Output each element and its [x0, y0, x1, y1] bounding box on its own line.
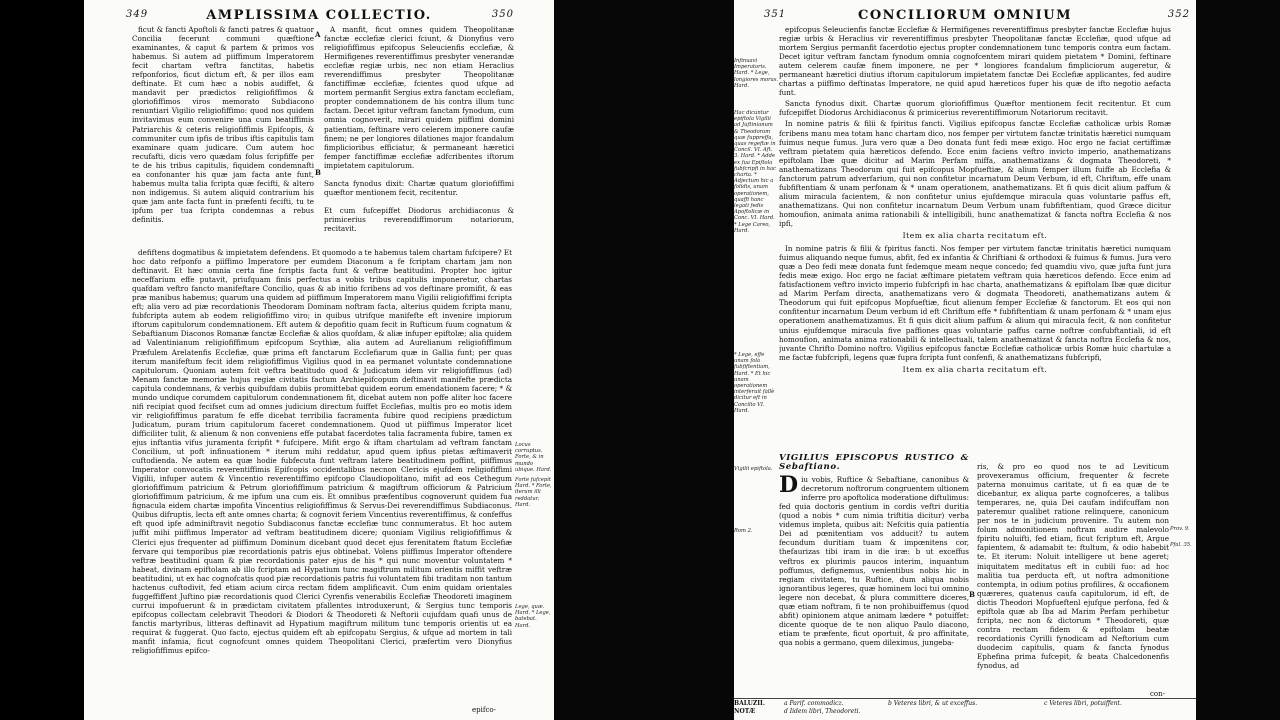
left-column-full [132, 248, 512, 712]
left-column-b [324, 25, 514, 246]
left-column-a-text: ficut & fancti Apoftoli & fancti patres & quatuor Concilia fecerunt communi quæftione examinantes, & caput & partem & primos vos habemus. Si autem ad piiffimum Imperatorem fecit chartam veftra fanctitas, habetis refponforios, ficut dictum eft, & per illos eam deftinate. Et cum hæc a nobis audiffet, & mandavit per prædictos religiofiffimos & gloriofiffimos viros memorato Subdiacono renuntiari Vigilio religiofiffimo: quod nos quidem invitavimus eum convenire una cum beatiffimis Patriarchis & ceteris religiofiffimis Epifcopis, & communiter cum ipfis de tribus iftis capitulis tam examinare quam judicare. Cum autem hoc recufafti, dicis vero quædam folus fcripfiffe per te de his tribus capitulis, fiquidem condemnafti ea confonanter his quæ jam facta ante funt, habemus multa talia fcripta quæ fecifti, & altero non indigemus. Si autem aliquid contrarium his quæ jam ante facta funt in præfenti fecifti, tu te ipfum per tua fcripta condemnas a rebus definitis. [132, 25, 314, 224]
gutter [554, 0, 734, 720]
right-margin-note-6: Prov. 9. [1170, 526, 1190, 532]
left-page-header [84, 8, 554, 24]
right-page-number-2: 352 [1167, 9, 1190, 20]
left-column-b-text: A manfit, ficut omnes quidem Theopolitanæ fanctæ ecclefiæ clerici fciunt, & Dionyfius vero religiofiffimus epifcopus Seleucienfis ecclefiæ, & Hermifigenes reverentiffimus presbyter venerandæ ecclefiæ regiæ urbis, nec non etiam Heraclius reverendiffimus presbyter Theopolitanæ fanctiffimæ ecclefiæ, fcientes quod ufque ad mortem permanfit Sergius extra fanctam ecclefiam, propter condemnationem de his contra illum tunc factam. Decet igitur veftram fanctam fynodum, cum omnia cognoverit, mirari quidem piiffimi domini patientiam, feftinare vero celerem imponere caufæ finem; ne per longiores dilationes major fcandalum fimplicioribus efficiatur, & permaneant hæretici femper fanctiffimæ ecclefiæ adfcribentes iftorum impietatem capitulorum. Sancta fynodus dixit: Chartæ quatum gloriofiffimi quæftor mentionem fecit, recitentur. Et cum fufcepiffet Diodorus archidiaconus & primicerius reverendiffimorum notariorum, recitavit. [324, 25, 514, 234]
right-column-a-text: iu vobis, Ruftice & Sebaftiane, canonibus & decretorum noftrorum congruentem ultionem inferre pro apoftolica moderatione diftulimus: fed quia doctoris gentium in cordis veftri duritia (quod a nobis * cum nimia triftitia dicitur) verba videmus impleta, quibus ait: Nefcitis quia patientia Dei ad pœnitentiam vos adducit? tu autem fecundum duritiam tuam & impœnitens cor, thefaurizas tibi iram in die iræ: b ut exceffus veftros ex plurimis paucos interim, inquantum poffumus, defignemus, venientibus nobis hic in regiam civitatem, tu Ruftice, dum aliqua nobis ignorantibus legeres, quæ hominem loci tui omnino legere non decebat, & plura committere diceres, quæ etiam noftram, fi te non prohibuiffemus (quod abfit) opinionem atque animam lædere * potuiffet: dicente quoque de te non aliquo Paulo diacono, etiam te præfente, ficut oportuit, & pro affinitate, qua nobis a germano, quem dileximus, jungeba- [779, 475, 969, 647]
left-page-number-1: 349 [126, 9, 149, 20]
right-para-3: In nomine patris & filii & fpiritus fancti. Vigilius epifcopus fanctæ Ecclefiæ catholicæ urbis Romæ fcribens manu mea totam hanc chartam dico, nos femper per virtutem fanctæ trinitatis hæretici numquam fuimus neque fumus. Jura vero quæ a Deo donata funt fedi meæ exigo. Hoc ergo ne faciat certiffimæ veftram pietatem quia hæreticos defendo. Ecce enim faciens veftro invicto imperio, anathematizans epiftolam Ibæ quæ dicitur ad Marim Perfam miffa, anathematizans & dogmata Theodoreti, * anathematizans Theodorum qui fuit epifcopus Mopfueftiæ, & alium femper illum fuiffe ab Ecclefia & fanctorum patrum adverfarium, qui non confitetur incarnatum Deum Verbum, id eft, Chriftum, effe unam fubfiftentiam & unam perfonam & * unam operationem, anathematizans. Et fi quis dicit alium paffum & alium miracula facientem, & non confitetur unius ejufdemque miracula quas voluntarie paffus eft, anathematizans. Qui non confitetur incarnatum Deum Verbum unam fubfiftentiam, quod Græce dicitur homoufion, animata anima rationabili & intelligibili, hunc anathematizat & fancta noftra Ecclefia & nos ipfi, [779, 119, 1171, 228]
right-catchword: con- [1150, 690, 1166, 698]
left-margin-note-1: Locus corruptus. Forte, & in mundo ubique. Hard. [515, 442, 552, 473]
left-line-letter-b: B [315, 168, 321, 177]
right-margin-note-4: Vigilii epiftola. [734, 466, 773, 472]
right-para-2: Sancta fynodus dixit. Chartæ quorum gloriofiffimus Quæftor mentionem fecit recitentur. Et cum fufcepiffet Diodorus Archidiaconus & primicerius reverentiffimorum Notariorum recitavit. [779, 99, 1171, 118]
right-line-letter-b: B [969, 590, 975, 599]
right-margin-note-2: Hac dicuntur epiftola Vigilii ad Juftinianum & Theodoram quæ fuppreffa, quas regeftæ in Concil. VI. Aft. 3. Hard. * Adde ex fua Epiftola fubfcripfi in hac charta. * Adjectum hic a folidis, unam operationem, quaffi hanc legati fedis Apoftolicæ in Conc. VI. Hard. * Lege Careo, Hard. [734, 110, 776, 234]
right-edge [1196, 0, 1280, 720]
footnote-d: d Iidem libri, Theodoreti. [784, 708, 861, 715]
right-column-upper [779, 25, 1171, 449]
right-para-1: epifcopus Seleucienfis fanctæ Ecclefiæ & Hermifigenes reverentiffimus presbyter fanctæ Ecclefiæ hujus regiæ urbis & Heraclius vir reverentiffimus presbyter Theopolitanæ fanctæ Ecclefiæ, quod ufque ad mortem Sergius permanfit facerdotio ejectus propter condemnationem tunc temporis contra eum factam. Decet igitur veftram fanctam fynodum omnia cognofcentem mirari quidem pietatem * Domini, feftinare autem celerem caufæ finem imponere, ne per * longiores fcandalum fimpliciorum augeretur, & permaneant hæretici diutius iftorum capitulorum impietatem fanctæ Dei Ecclefiæ applicantes, fed audire chartas a piiffimo deftinatas Imperatore, ne quid apud hæreticos fuper his quæ de ifto negotio aefacta funt. [779, 25, 1171, 98]
left-page-number-2: 350 [491, 9, 514, 20]
footnote-area [734, 698, 1196, 720]
right-page-number-1: 351 [764, 9, 787, 20]
right-page-title: CONCILIORUM OMNIUM [858, 8, 1072, 23]
right-margin-note-5: Rom 2. [734, 528, 753, 534]
right-margin-note-3: * Lege, effe unam folà fubfiftentiam, Hard. * Et hic unam operationem interferuit fallè dicitur eft in Concilio VI. Hard. [734, 352, 775, 414]
left-line-letter-a: A [315, 30, 321, 39]
right-column-a [779, 452, 969, 684]
right-margin-note-7: Pfal. 35. [1170, 542, 1192, 548]
right-margin-note-1: Infinuavi Imperatoris. Hard. * Lege, longiores moras. Hard. [734, 58, 778, 89]
footnote-b: b Veteres libri, & ut exceffus. [888, 700, 978, 707]
right-column-b [977, 462, 1169, 684]
right-letter-heading: VIGILIUS EPISCOPUS RUSTICO & Sebaftiano. [779, 453, 969, 473]
left-column-full-text: defiftens dogmatibus & impietatem defendens. Et quomodo a te habemus talem chartam fufcipere? Et hoc dato refponfo a piiffimo Imperatore per eumdem Diaconum a fe fcriptam chartam jam non deftinavit. Et hæc omnia certa fine fcriptis facta funt & veftræ beatitudini. Propter hoc igitur neceffarium effe putavit, priufquam finis perfectus a vobis tribus capitulis imponeretur, chartas quafdam veftro fancto manifeftare Concilio, quas & ab initio fcribens ad vos deftinare promifit, & eas præ manibus habemus; quarum una quidem ad piiffimum Imperatorem manu Vigilii religiofiffimi fcripta eft; alia vero ad piæ recordationis Theodoram Dominam noftram facta, alterius quidem fcripta manu, fubfcripta autem ab eodem religiofiffimo viro; in quibus utrifque manifefte eft invenire impiorum iftorum capitulorum condemnationem. Eft autem & depofitio quam fecit in Rufticum fuum cognatum & Sebaftianum Diaconos Romanæ fanctæ Ecclefiæ & alios quofdam, & aliæ infuper epiftolæ; alia quidem ad Valentinianum religiofiffimum epifcopum Scythiæ, alia autem ad Aurelianum religiofiffimum Præfulem Arelatenfis Ecclefiæ, quæ prima eft fanctarum Ecclefiarum quæ in Gallia funt; per quas iterum manifeftum fecit idem religiofiffimus Vigilius quod in ea permanet voluntate condemnatione capitulorum. Quoniam autem fcit veftra beatitudo quod & Judicatum idem vir religiofiffimus (ad) Menam fanctæ memoriæ hujus regiæ civitatis factum Archiepifcopum deftinavit manifefte prædicta capitula condemnans, & verbis quibufdam dubiis promittebat quidem eorum emendationem facere; * & mundo undique corumdem capitulorum condemnationem fit, dicebat autem non poffe aliter hoc facere nifi recipiat quod fecifset cum ad omnes judicium directum fuiffet Ecclefias, multis pro eo motis idem vir religiofiffimus paratum fe effe dicebat terribilia facramenta fubire quod recipiens prædictum Judicatum, puram trium capitulorum faceret condemnationem. Quod ut piiffimus Imperator licet difficiliter tulit, & alienum & non conveniens effe putabat facerdotes talia facramenta fubire, tamen ex ejus inftantia vifus juramenta fcripfit * fufcipere. Mifit ergo & iftam chartulam ad veftram fanctam Concilium, ut poft infinuationem * iterum mihi reddatur, apud quem ipfius pietas æftimaverit cuftodienda. Ne autem ea quæ hodie fubfecuta funt veftram latere beatitudinem poffint, piiffimus Imperator convocatis reverentiffimis Epifcopis occidentalibus necnon Clericis ejufdem religiofiffimi Vigilii, infuper autem & Vincentio reverentiffimo epifcopo Claudiopolitano, mifit ad eos Cethegum gloriofiffimum patricium & Petrum gloriofiffimum patricium & magiftrum officiorum & Patricium gloriofiffimum patricium, & me ipfum una cum eis. Et omnibus præfentibus cognoverunt quidem fua fignacula eidem chartæ impofita Vincentius religiofiffimus & Servus-Dei reverendiffimus Subdiaconus. Quibus difruptis, lecta eft ante omnes charta; & cognovit feriem Vincentius reverentiffimus, & confeffus eft quod ipfe adminiftravit negotio Subdiaconus fanctæ ecclefiæ tunc connumeratus. Et hoc autem juffit mihi piiffimus Imperator ad veftram beatitudinem dicere; quoniam Vigilius religiofiffimus & Clerici ejus frequenter ad piiffimum Dominum dicebant quod decet ejus ferenitatem ftatum Ecclefiæ fervare qui temporibus piæ recordationis patris ejus obtinebat. Volens piiffimus Imperator oftendere veftræ beatitudini quam & piæ recordationis pater ejus de his * qui nunc moventur voluntatem * habeat, divinam epiftolam ab illo fcriptam ad Hypatium tunc magiftrum militum orientis miffit veftræ beatitudini, ut ex hac cognofcatis quod piæ recordationis patris fui voluntatem fibi traditam non tantum hactenus cuftodivit, fed etiam acium circa rectam fidem amplificavit. Cum enim quidam orientales fuggeffiffent Juftino piæ recordationis quod Clerici Cyrenfis venerabilis Ecclefiæ Theodoreti imaginem currui impofuerunt & in prædictam civitatem pfallentes introduxerunt, & Sergius tunc temporis epifcopus collectam celebravit Theodori & Diodori & Theodoreti & Neftorii cujufdam quafi unus de fanctis martyribus, litteras deftinavit ad Hypatium magiftrum militum tunc temporis orientis ut ea requirat & fuggerat. Quo facto, ejectus quidem eft ab epifcopatu Sergius, & ufque ad mortem in tali manfit infamia, ficut cognofcunt omnes quidem Theopolitani Clerici, præfertim vero Dionyfius religiofiffimus epifco- [132, 248, 512, 656]
left-margin-note-3: Lege, quæ. Hard. * Lege, batebat. Hard. [515, 604, 551, 629]
right-page [734, 0, 1196, 720]
left-page-title: AMPLISSIMA COLLECTIO. [206, 8, 432, 23]
footnote-c: c Veteres libri, potuiffent. [1044, 700, 1122, 707]
right-section-heading-2: Item ex alia charta recitatum eft. [902, 364, 1048, 374]
left-column-a [132, 25, 314, 246]
left-margin-note-2: Forte fufcepit Hard. * Forte, iterum illi reddatur. Hard. [515, 477, 552, 508]
right-column-b-text: ris, & pro eo quod nos te ad Leviticum provexeramus officium, frequenter & fecrete paterna monuimus caritate, ut fi ea quæ de te dicebantur, ex aliqua parte cognofceres, a talibus temperares, ne, quia Dei caufam indifcuffam non pateremur qualibet ratione relinquere, canonicum per nos te in judicium provenire. Tu autem non folum admonitionem noftram audire malevolo fpiritu noluifti, fed etiam, ficut fcriptum eft, Argue fapientem, & adamabit te: ftultum, & odio habebit te. Et iterum: Noluit intelligere ut bene ageret; iniquitatem meditatus eft in cubili fuo: ad hoc malitia tua perducta eft, ut noftra admonitione contempta, in odium potius profilires, & occafionem quæreres, quatenus caufa capitulorum, id eft, de dictis Theodori Mopfueftenl ejufque perfona, fed & epiftola quæ ab Iba ad Marim Perfam perhibetur fcripta, nec non & dictorum * Theodoreti, quæ contra rectam fidem & epiftolam beatæ recordationis Cyrilli fynodicam ad Neftorium cum duodecim capitulis, quam & fancta fynodus Ephefina prima fufcepit, & beata Chalcedonenfis fynodus, ad [977, 462, 1169, 671]
right-section-heading-1: Item ex alia charta recitatum eft. [902, 231, 1048, 241]
right-dropcap: D [779, 472, 799, 499]
footnote-label-2: NOTÆ [734, 708, 756, 715]
footnote-a: a Parif. commodicz. [784, 700, 844, 707]
left-page [84, 0, 554, 720]
left-catchword: epifco- [472, 706, 496, 714]
right-page-header [734, 8, 1196, 24]
right-para-4: In nomine patris & filii & fpiritus fancti. Nos femper per virtutem fanctæ trinitatis hæretici numquam fuimus aliquando neque fumus, abfit, fed ex infantia & Chriftiani & orthodoxi & fuimus & fumus. Jura vero quæ a Deo fedi meæ donata funt fedemque meam neque concedo; fed quamdiu vivo, quæ jufta funt jura fedis meæ exigo. Hoc ergo ne faciat æftimare pietatem veftram quia hæreticos defendo. Ecce enim ad fatisfactionem veftro invicto imperio fubfcripfi in hac charta, anathematizans & epiftolam Ibæ quæ dicitur ad Marim Perfam directa, anathematizans vero & dogmata Theodoreti, anathematizans autem & Theodorum qui fuit epifcopus Mopfueftiæ, ficut alienum femper Ecclefiæ & fanctorum. Et eos qui non confitentur incarnatum Deum verbum id eft Chriftum effe * fubfiftentiam & unam perfonam & * unam ejus operationem anathematizamus. Et fi quis dicit alium paffum & alium qui miracula fecit, & non confitetur unius ejufdemque miracula five paffiones quas voluntarie paffus carne noftræ confubftantiali, id eft homoufion, animata anima rationabili & intellectuali, talem anathematizat & fancta noftra Ecclefia & nos, juvante Chrifto Domino noftro. Vigilius epifcopus fanctæ Ecclefiæ catholicæ urbis Romæ huic chartulæ a me factæ fubfcripfi, legens quæ fupra fcripta funt confenfi, & anathematizans fubfcripfi, [779, 244, 1171, 362]
footnote-label-1: BALUZII. [734, 700, 765, 707]
